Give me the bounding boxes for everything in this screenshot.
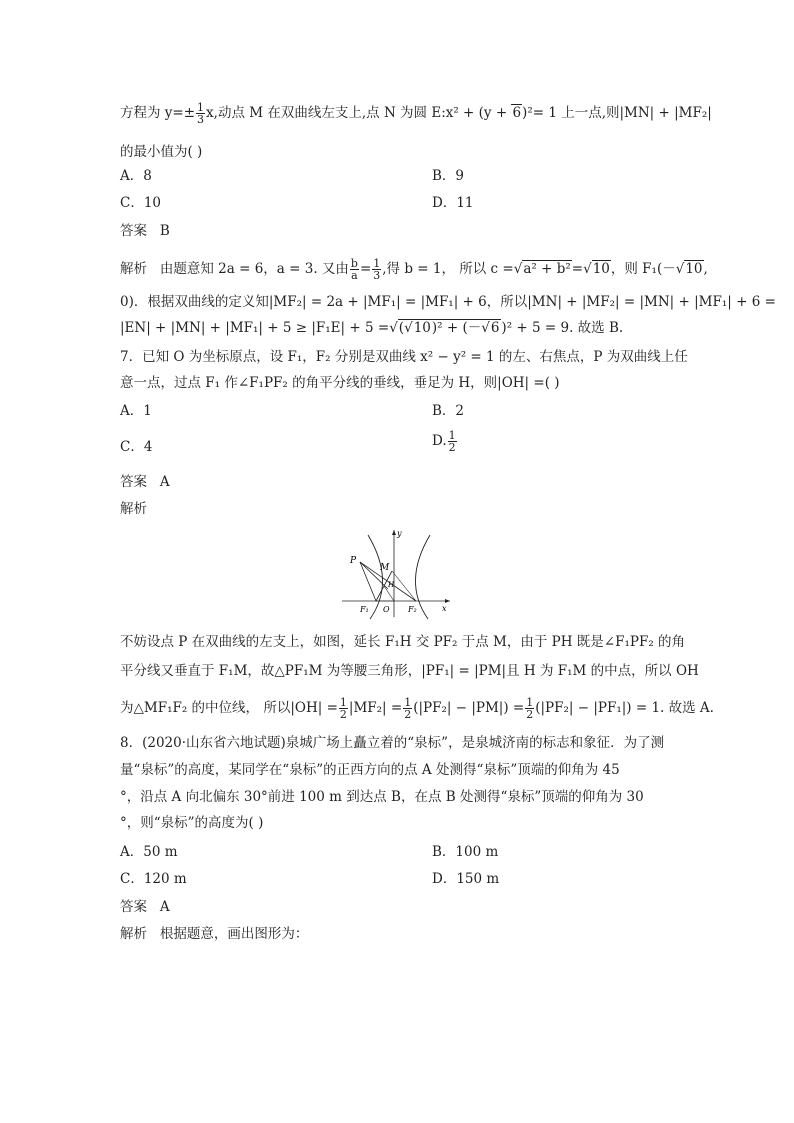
q6-explanation-line2: 0)．根据双曲线的定义知|MF₂| = 2a + |MF₁| = |MF₁| + 6，所以|MN| + |MF₂| = |MN| + |MF₁| + 6 = (120, 294, 776, 310)
line-mf2 (392, 571, 416, 601)
label-o: O (383, 605, 390, 614)
q7-option-b: B．2 (432, 403, 465, 419)
q7-stem-line1: 7．已知 O 为坐标原点，设 F₁，F₂ 分别是双曲线 x² − y² = 1 的左、右焦点，P 为双曲线上任 (120, 349, 688, 365)
q6-explanation-line3: |EN| + |MN| + |MF₁| + 5 ≥ |F₁E| + 5 =√(√10)² + (－√6 )² + 5 = 9. 故选 B. (120, 320, 624, 336)
q8-explanation-line1: 解析 根据题意，画出图形为： (120, 926, 309, 942)
label-m: M (380, 563, 390, 573)
q6-option-b: B．9 (432, 168, 465, 184)
y-axis-arrow (392, 530, 396, 535)
x-axis-arrow (445, 599, 450, 603)
q7-explanation-line1: 不妨设点 P 在双曲线的左支上，如图，延长 F₁H 交 PF₂ 于点 M，由于 PH 既是∠F₁PF₂ 的角 (120, 634, 686, 650)
q7-option-a: A．1 (120, 403, 152, 419)
q6-stem-line1: 方程为 y=± $\frac{1}{3}$ x,动点 M 在双曲线左支上,点 N 为圆 E:x² + (y + 6)²= 1 上一点,则|MN| + |MF₂| (120, 101, 712, 126)
q8-stem-line1: 8．(2020·山东省六地试题)泉城广场上矗立着的“泉标”，是泉城济南的标志和象征．为了测 (120, 735, 665, 751)
hyperbola-right-branch (415, 535, 430, 619)
q8-answer: 答案 A (120, 899, 170, 915)
q7-explanation-label: 解析 (120, 501, 147, 517)
q7-explanation-line2: 平分线又垂直于 F₁M，故△PF₁M 为等腰三角形，|PF₁| = |PM|且 H 为 F₁M 的中点，所以 OH (120, 663, 699, 679)
q8-option-d: D．150 m (432, 871, 500, 887)
q8-stem-line3: °，沿点 A 向北偏东 30°前进 100 m 到达点 B，在点 B 处测得“泉标”顶端的仰角为 30 (120, 789, 644, 805)
q6-explanation-line1: 解析 由题意知 2a = 6，a = 3. 又由 $\frac{b}{a}$ = $\frac{1}{3}$ ,得 b = 1， 所以 c =√a² + b²=√10，则 F₁(－√10, (120, 257, 708, 282)
label-f2: F₂ (408, 605, 417, 614)
label-f1: F₁ (360, 605, 369, 614)
q8-option-b: B．100 m (432, 844, 499, 860)
q6-option-d: D．11 (432, 195, 474, 211)
label-p: P (350, 556, 357, 566)
q8-stem-line2: 量“泉标”的高度，某同学在“泉标”的正西方向的点 A 处测得“泉标”顶端的仰角为 45 (120, 762, 620, 778)
q8-option-a: A．50 m (120, 844, 178, 860)
sqrt6: 6 (512, 105, 522, 121)
q8-stem-line4: °，则“泉标”的高度为( ) (120, 815, 264, 831)
label-x: x (442, 604, 447, 613)
q7-explanation-line3: 为△MF₁F₂ 的中位线， 所以|OH| = $\frac{1}{2}$ |MF₂| = $\frac{1}{2}$ (|PF₂| − |PM|) = $\frac{1}{2}$ (|PF₂| − |PF₁|) = 1. 故选 A. (120, 696, 714, 721)
label-h: H (388, 581, 395, 589)
q7-answer: 答案 A (120, 474, 170, 490)
q7-stem-line2: 意一点，过点 F₁ 作∠F₁PF₂ 的角平分线的垂线，垂足为 H，则|OH| =( ) (120, 375, 560, 391)
q6-answer: 答案 B (120, 223, 170, 239)
label-y: y (397, 529, 402, 538)
q7-option-c: C．4 (120, 439, 153, 455)
q6-stem-line2: 的最小值为( ) (120, 144, 203, 160)
q6-option-c: C．10 (120, 195, 162, 211)
q7-option-d: D. $\frac{1}{2}$ (432, 429, 456, 454)
hyperbola-figure (338, 527, 456, 621)
q8-option-c: C．120 m (120, 871, 187, 887)
q6-option-a: A．8 (120, 168, 152, 184)
